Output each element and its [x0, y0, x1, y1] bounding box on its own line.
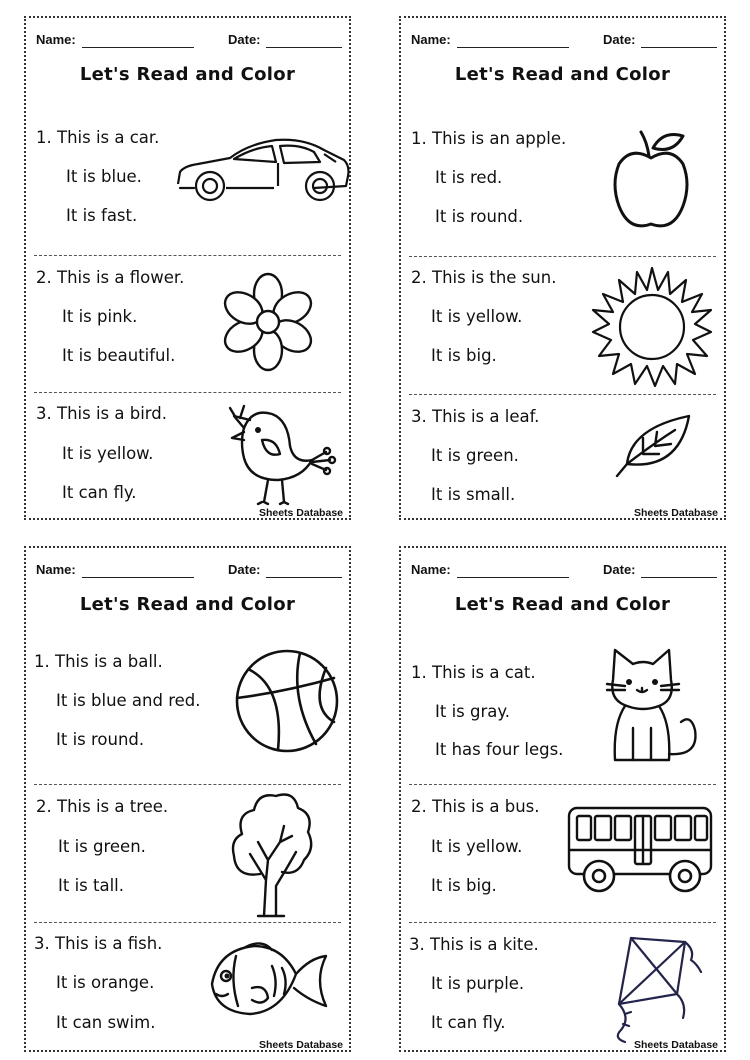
- footer-brand: Sheets Database: [633, 1039, 718, 1051]
- name-label: Name:: [36, 562, 76, 577]
- section-divider: [409, 784, 716, 785]
- name-field[interactable]: [82, 577, 194, 578]
- sentence-line: 1. This is a ball.: [34, 652, 163, 671]
- sentence-line: It is big.: [431, 346, 497, 365]
- leaf-icon[interactable]: [613, 414, 693, 480]
- section-divider: [34, 255, 341, 256]
- sentence-line: It is tall.: [58, 876, 124, 895]
- cat-icon[interactable]: [599, 644, 705, 762]
- bus-icon[interactable]: [565, 804, 715, 896]
- date-field[interactable]: [266, 47, 342, 48]
- sentence-line: It is blue.: [66, 167, 142, 186]
- footer-brand: Sheets Database: [258, 1039, 343, 1051]
- date-label: Date:: [603, 32, 636, 47]
- sentence-line: It is big.: [431, 876, 497, 895]
- sentence-line: It is beautiful.: [62, 346, 176, 365]
- sentence-line: It is green.: [431, 446, 519, 465]
- sentence-line: 1. This is an apple.: [411, 129, 567, 148]
- date-label: Date:: [603, 562, 636, 577]
- sentence-line: It is yellow.: [431, 837, 523, 856]
- footer-brand: Sheets Database: [633, 507, 718, 519]
- sentence-line: 3. This is a leaf.: [411, 407, 540, 426]
- sun-icon[interactable]: [591, 266, 713, 388]
- section-divider: [34, 392, 341, 393]
- date-field[interactable]: [641, 577, 717, 578]
- worksheet-card-1: [24, 16, 351, 520]
- worksheet-title: Let's Read and Color: [454, 64, 671, 85]
- section-divider: [409, 922, 716, 923]
- bird-icon[interactable]: [222, 398, 338, 504]
- worksheet-card-2: [399, 16, 726, 520]
- sentence-line: It can fly.: [431, 1013, 506, 1032]
- name-field[interactable]: [457, 577, 569, 578]
- section-divider: [34, 922, 341, 923]
- sentence-line: 1. This is a car.: [36, 128, 160, 147]
- sentence-line: It is yellow.: [431, 307, 523, 326]
- name-field[interactable]: [457, 47, 569, 48]
- ball-icon[interactable]: [234, 648, 340, 754]
- tree-icon[interactable]: [230, 790, 314, 918]
- date-field[interactable]: [641, 47, 717, 48]
- sentence-line: 1. This is a cat.: [411, 663, 536, 682]
- sentence-line: It is round.: [56, 730, 145, 749]
- date-field[interactable]: [266, 577, 342, 578]
- date-label: Date:: [228, 32, 261, 47]
- sentence-line: It is orange.: [56, 973, 155, 992]
- sentence-line: It is small.: [431, 485, 516, 504]
- name-label: Name:: [36, 32, 76, 47]
- sentence-line: It is yellow.: [62, 444, 154, 463]
- sentence-line: It is purple.: [431, 974, 525, 993]
- name-label: Name:: [411, 32, 451, 47]
- kite-icon[interactable]: [611, 934, 707, 1044]
- flower-icon[interactable]: [220, 274, 316, 370]
- worksheet-title: Let's Read and Color: [454, 594, 671, 615]
- worksheet-title: Let's Read and Color: [79, 594, 296, 615]
- worksheet-card-4: [399, 546, 726, 1052]
- sentence-line: 3. This is a bird.: [36, 404, 168, 423]
- sentence-line: 2. This is the sun.: [411, 268, 557, 287]
- sentence-line: It can swim.: [56, 1013, 156, 1032]
- sentence-line: It is blue and red.: [56, 691, 201, 710]
- section-divider: [34, 784, 341, 785]
- sentence-line: It has four legs.: [435, 740, 564, 759]
- sentence-line: It is red.: [435, 168, 503, 187]
- car-icon[interactable]: [174, 132, 354, 204]
- sentence-line: It is gray.: [435, 702, 511, 721]
- name-field[interactable]: [82, 47, 194, 48]
- sentence-line: It is fast.: [66, 206, 138, 225]
- sentence-line: 2. This is a flower.: [36, 268, 185, 287]
- section-divider: [409, 256, 716, 257]
- sentence-line: 3. This is a kite.: [409, 935, 539, 954]
- sentence-line: 2. This is a bus.: [411, 797, 540, 816]
- sentence-line: It can fly.: [62, 483, 137, 502]
- apple-icon[interactable]: [611, 124, 691, 234]
- sentence-line: 3. This is a fish.: [34, 934, 163, 953]
- footer-brand: Sheets Database: [258, 507, 343, 519]
- sentence-line: It is round.: [435, 207, 524, 226]
- name-label: Name:: [411, 562, 451, 577]
- worksheet-header: [401, 32, 724, 52]
- sentence-line: It is pink.: [62, 307, 138, 326]
- date-label: Date:: [228, 562, 261, 577]
- section-divider: [409, 394, 716, 395]
- sentence-line: It is green.: [58, 837, 146, 856]
- worksheet-header: [26, 32, 349, 52]
- worksheet-card-3: [24, 546, 351, 1052]
- worksheet-title: Let's Read and Color: [79, 64, 296, 85]
- worksheet-header: [26, 562, 349, 582]
- fish-icon[interactable]: [208, 940, 330, 1022]
- worksheet-header: [401, 562, 724, 582]
- sentence-line: 2. This is a tree.: [36, 797, 169, 816]
